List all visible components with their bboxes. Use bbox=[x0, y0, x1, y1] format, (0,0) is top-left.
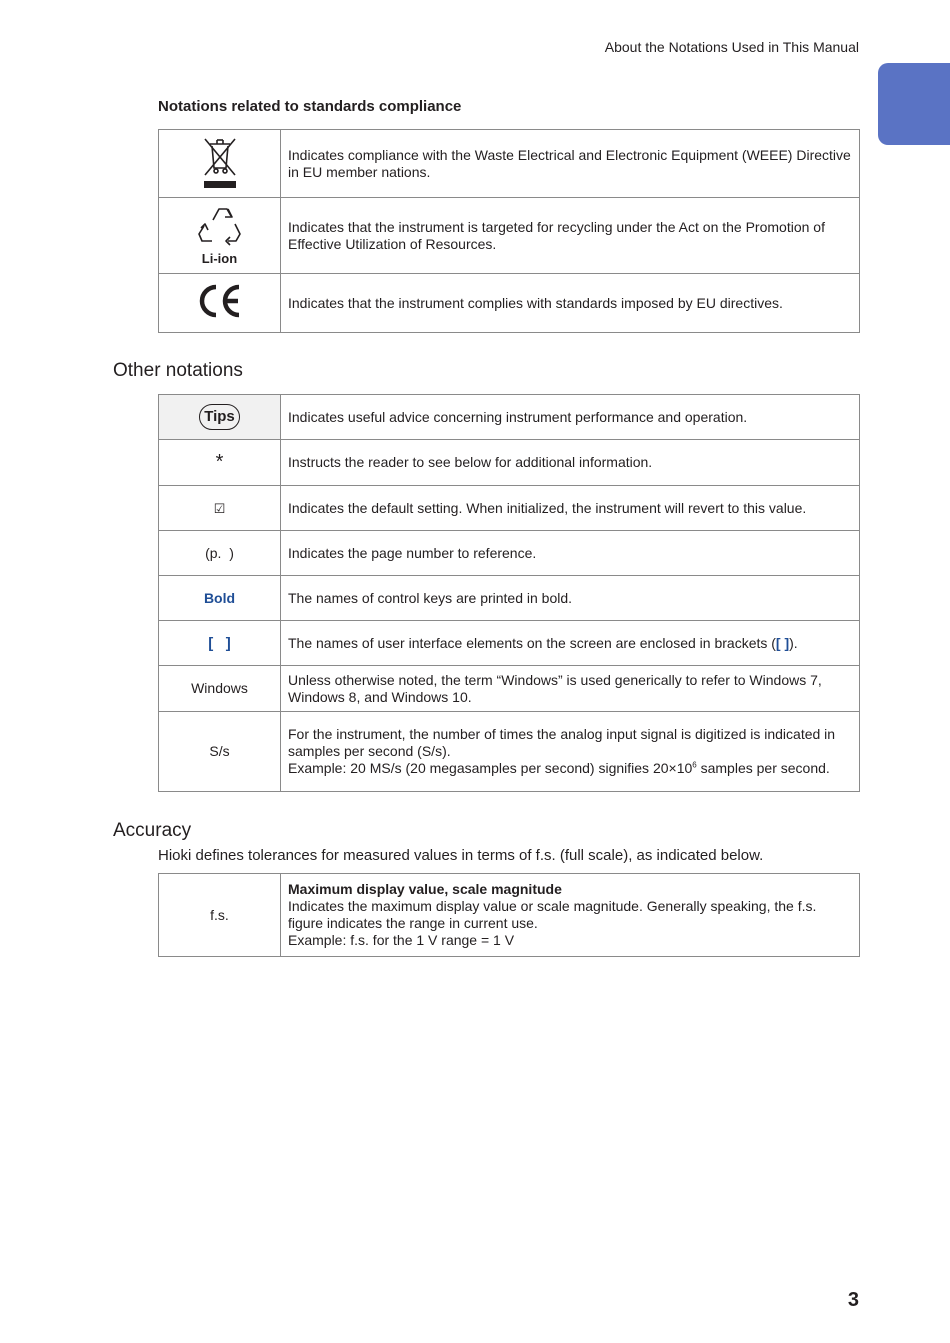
windows-symbol: Windows bbox=[159, 666, 281, 712]
brackets-mark: [ ] bbox=[775, 634, 790, 651]
accuracy-lead: Hioki defines tolerances for measured values in terms of f.s. (full scale), as indicated below. bbox=[158, 847, 764, 864]
description-cell: Indicates the page number to reference. bbox=[281, 531, 860, 576]
page-number: 3 bbox=[847, 1289, 859, 1311]
description-cell: The names of control keys are printed in bold. bbox=[281, 576, 860, 621]
example-text: samples per second. bbox=[696, 760, 830, 776]
recycling-icon bbox=[197, 204, 243, 248]
table-row bbox=[159, 130, 860, 198]
full-scale-symbol: f.s. bbox=[159, 874, 281, 957]
other-notations-heading: Other notations bbox=[113, 360, 243, 381]
table-row bbox=[159, 712, 860, 792]
page-ref-symbol: (p. ) bbox=[159, 531, 281, 576]
description-text: The names of user interface elements on the screen are enclosed in brackets ( bbox=[288, 634, 776, 651]
description-cell: Indicates useful advice concerning instrument performance and operation. bbox=[281, 395, 860, 440]
symbol-cell bbox=[159, 198, 281, 274]
table-row bbox=[159, 198, 860, 274]
weee-crossed-bin-icon bbox=[200, 134, 240, 190]
table-row bbox=[159, 874, 860, 957]
description-cell: Unless otherwise noted, the term “Windows” is used generically to refer to Windows 7, Windows 8, and Windows 10. bbox=[281, 666, 860, 712]
tips-symbol: Tips bbox=[199, 404, 240, 430]
description-cell bbox=[281, 874, 860, 957]
table-row bbox=[159, 395, 860, 440]
table-row bbox=[159, 666, 860, 712]
description-cell bbox=[281, 621, 860, 666]
description-title: Maximum display value, scale magnitude bbox=[288, 881, 562, 897]
description-cell: Indicates the default setting. When initialized, the instrument will revert to this value. bbox=[281, 486, 860, 531]
asterisk-symbol: * bbox=[159, 440, 281, 486]
description-cell: Indicates compliance with the Waste Electrical and Electronic Equipment (WEEE) Directive in EU member nations. bbox=[281, 130, 860, 198]
table-row bbox=[159, 486, 860, 531]
accuracy-heading: Accuracy bbox=[113, 820, 192, 841]
table-row bbox=[159, 274, 860, 333]
brackets-symbol: [ ] bbox=[159, 621, 281, 666]
symbol-cell bbox=[159, 130, 281, 198]
samples-per-second-symbol: S/s bbox=[159, 712, 281, 792]
table-row bbox=[159, 576, 860, 621]
table-row bbox=[159, 531, 860, 576]
standards-table bbox=[158, 129, 860, 333]
description-cell: Indicates that the instrument is targeted for recycling under the Act on the Promotion of Effective Utilization of Resources. bbox=[281, 198, 860, 274]
exponent: 6 bbox=[692, 760, 697, 770]
example-text: Example: 20 MS/s (20 megasamples per second) signifies 20×10 bbox=[288, 760, 693, 776]
accuracy-table bbox=[158, 873, 860, 957]
table-row bbox=[159, 440, 860, 486]
example-text: Example: f.s. for the 1 V range = 1 V bbox=[288, 932, 515, 948]
ce-mark-icon bbox=[197, 283, 243, 319]
symbol-cell bbox=[159, 274, 281, 333]
running-header: About the Notations Used in This Manual bbox=[604, 39, 859, 55]
bold-symbol: Bold bbox=[159, 576, 281, 621]
description-cell: Instructs the reader to see below for additional information. bbox=[281, 440, 860, 486]
standards-heading: Notations related to standards compliance bbox=[158, 98, 462, 115]
recycling-label: Li-ion bbox=[201, 251, 238, 266]
description-text: For the instrument, the number of times the analog input signal is digitized is indicated in samples per second (S/s). bbox=[288, 726, 836, 759]
chapter-tab bbox=[878, 63, 950, 145]
checkbox-default-symbol: ☑ bbox=[159, 486, 281, 531]
description-text: Indicates the maximum display value or scale magnitude. Generally speaking, the f.s. figure indicates the range in current use. bbox=[288, 898, 817, 931]
description-cell bbox=[281, 712, 860, 792]
symbol-cell bbox=[159, 395, 281, 440]
table-row bbox=[159, 621, 860, 666]
description-text: ). bbox=[789, 634, 798, 651]
other-notations-table bbox=[158, 394, 860, 792]
description-cell: Indicates that the instrument complies with standards imposed by EU directives. bbox=[281, 274, 860, 333]
